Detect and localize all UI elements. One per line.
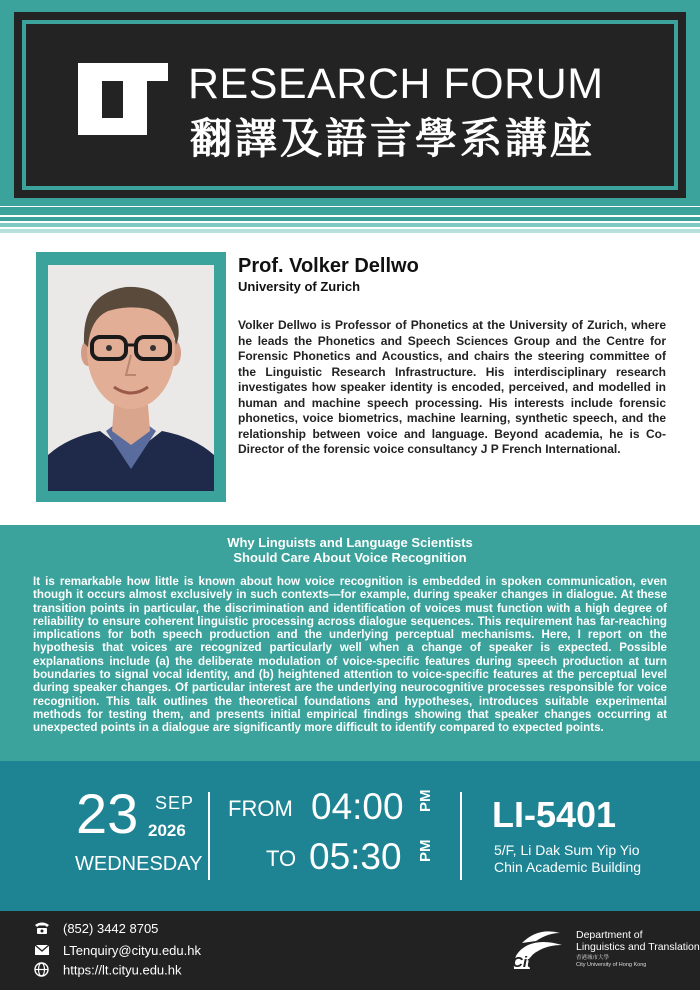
cityu-logo — [508, 925, 570, 975]
talk-title-line-1: Why Linguists and Language Scientists — [227, 535, 473, 550]
lt-logo-t-stem — [123, 63, 147, 135]
phone-number[interactable]: (852) 3442 8705 — [63, 921, 159, 936]
cityu-logo-text: CityU — [512, 954, 552, 971]
forum-title-zh: 翻譯及語言學系講座 — [190, 115, 596, 162]
university-name-zh: 香港城市大學 — [576, 955, 610, 961]
event-room: LI-5401 — [492, 794, 617, 835]
start-time: 04:00 — [311, 786, 404, 827]
speaker-bio: Volker Dellwo is Professor of Phonetics at the University of Zurich, where he leads the Phonetics and Speech Sciences Group and the Centre for Forensic Phonetics and Acoustics, and chairs the steering committee of the Linguistic Research Infrastructure. His interdisciplinary research investigates how speaker identity is encoded, perceived, and modelled in human and machine speech processing. His interests include forensic phonetics, voice biometrics, machine learning, synthetic speech, and the relationship between voice and language. Beyond academia, he is Co-Director of the forensic voice consultancy J P French International. — [238, 318, 666, 456]
contact-email — [34, 943, 201, 959]
speaker-photo — [48, 265, 214, 491]
contact-phone — [34, 921, 158, 938]
website-link[interactable]: https://lt.cityu.edu.hk — [63, 962, 182, 978]
dept-line-1: Department of — [576, 929, 643, 941]
mail-icon — [34, 944, 52, 959]
divider — [460, 792, 462, 880]
email-link[interactable]: LTenquiry@cityu.edu.hk — [63, 943, 201, 958]
university-name-en: City University of Hong Kong — [576, 962, 647, 968]
talk-abstract: It is remarkable how little is known about how voice recognition is embedded in spoken communication, even though it occurs almost exclusively in such contexts—for example, during speaker changes in dialogue. At these transition points in particular, the discrimination and identification of voices must function with a high degree of reliability to ensure coherent linguistic processing across dialogue sequences. This requirement has far-reaching implications for both speech production and the underlying perceptual mechanisms. Here, I report on the hypothesis that voices are recognized particularly well when a change of speaker is expected. Possible explanations include (a) the deliberate modulation of voice-specific features during speech production at turn boundaries to signal vocal identity, and (b) heightened attention to voice-specific features at the perceptual level during speaker changes. Of particular interest are the underlying neurocognitive processes responsible for voice recognition. This talk outlines the theoretical foundations and hypotheses, introduces suitable experimental methods for testing them, and presents initial empirical findings showing that speaker changes occurring at unexpected points in a dialogue are significantly more difficult to identify compared to expected points. — [33, 575, 667, 735]
end-time-ampm: PM — [417, 839, 434, 862]
from-label: FROM — [228, 796, 293, 821]
forum-title-en: RESEARCH FORUM — [188, 60, 604, 108]
dept-line-2: Linguistics and Translation — [576, 941, 700, 953]
university-name — [576, 955, 646, 969]
event-month: SEP — [155, 793, 195, 813]
event-year: 2026 — [148, 821, 186, 840]
venue-line-2: Chin Academic Building — [494, 859, 642, 875]
event-venue — [494, 842, 641, 876]
divider — [208, 792, 210, 880]
speaker-name: Prof. Volker Dellwo — [238, 255, 419, 277]
header-stripe — [0, 207, 700, 215]
talk-title — [0, 535, 700, 565]
department-name — [576, 929, 700, 953]
to-label: TO — [266, 846, 297, 871]
header-stripe — [0, 223, 700, 227]
phone-icon — [34, 921, 52, 938]
end-time: 05:30 — [309, 836, 402, 877]
speaker-affiliation: University of Zurich — [238, 279, 361, 294]
globe-icon — [34, 962, 52, 980]
start-time-ampm: PM — [417, 789, 434, 812]
contact-website — [34, 962, 182, 980]
event-day: 23 — [76, 782, 139, 845]
talk-title-line-2: Should Care About Voice Recognition — [233, 550, 467, 565]
venue-line-1: 5/F, Li Dak Sum Yip Yio — [494, 842, 640, 858]
event-weekday: WEDNESDAY — [75, 853, 203, 875]
header-stripe — [0, 217, 700, 221]
header-stripe — [0, 229, 700, 233]
